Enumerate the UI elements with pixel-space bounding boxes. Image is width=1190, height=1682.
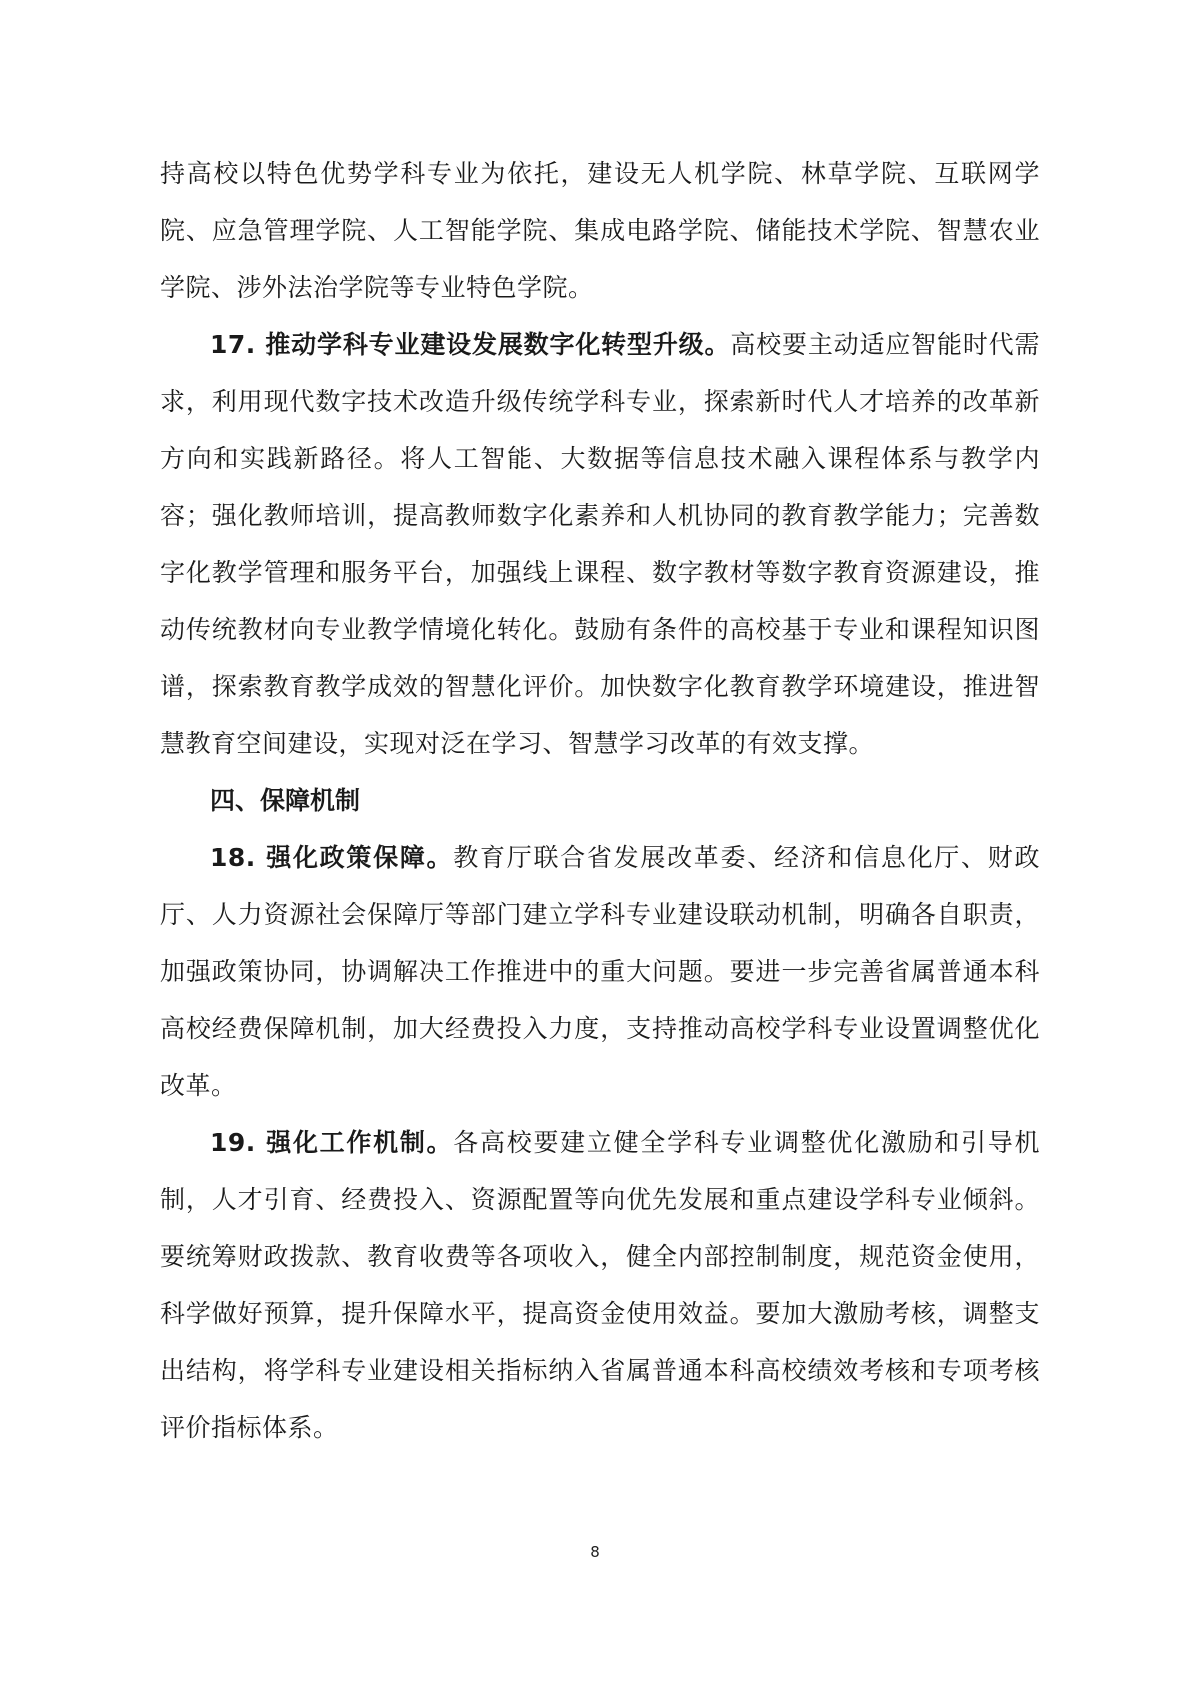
paragraph-item-18 bbox=[160, 829, 1040, 1114]
paragraph-item-17 bbox=[160, 316, 1040, 772]
item-19-body: 各高校要建立健全学科专业调整优化激励和引导机制，人才引育、经费投入、资源配置等向优先发展和重点建设学科专业倾斜。要统筹财政拨款、教育收费等各项收入，健全内部控制制度，规范资金使用，科学做好预算，提升保障水平，提高资金使用效益。要加大激励考核，调整支出结构，将学科专业建设相关指标纳入省属普通本科高校绩效考核和专项考核评价指标体系。 bbox=[160, 1128, 1040, 1442]
item-18-lead: 18. 强化政策保障。 bbox=[210, 843, 454, 872]
document-body bbox=[160, 145, 1040, 1456]
item-17-body: 高校要主动适应智能时代需求，利用现代数字技术改造升级传统学科专业，探索新时代人才培养的改革新方向和实践新路径。将人工智能、大数据等信息技术融入课程体系与教学内容；强化教师培训，提高教师数字化素养和人机协同的教育教学能力；完善数字化教学管理和服务平台，加强线上课程、数字教材等数字教育资源建设，推动传统教材向专业教学情境化转化。鼓励有条件的高校基于专业和课程知识图谱，探索教育教学成效的智慧化评价。加快数字化教育教学环境建设，推进智慧教育空间建设，实现对泛在学习、智慧学习改革的有效支撑。 bbox=[160, 330, 1040, 758]
paragraph-continuation: 持高校以特色优势学科专业为依托，建设无人机学院、林草学院、互联网学院、应急管理学院、人工智能学院、集成电路学院、储能技术学院、智慧农业学院、涉外法治学院等专业特色学院。 bbox=[160, 159, 1040, 302]
item-17-lead: 17. 推动学科专业建设发展数字化转型升级。 bbox=[210, 330, 731, 359]
item-19-lead: 19. 强化工作机制。 bbox=[210, 1128, 454, 1157]
page-number: 8 bbox=[590, 1543, 600, 1561]
section-heading-guarantee: 四、保障机制 bbox=[210, 786, 361, 815]
paragraph-item-19 bbox=[160, 1114, 1040, 1456]
item-18-body: 教育厅联合省发展改革委、经济和信息化厅、财政厅、人力资源社会保障厅等部门建立学科专业建设联动机制，明确各自职责，加强政策协同，协调解决工作推进中的重大问题。要进一步完善省属普通本科高校经费保障机制，加大经费投入力度，支持推动高校学科专业设置调整优化改革。 bbox=[160, 843, 1040, 1100]
